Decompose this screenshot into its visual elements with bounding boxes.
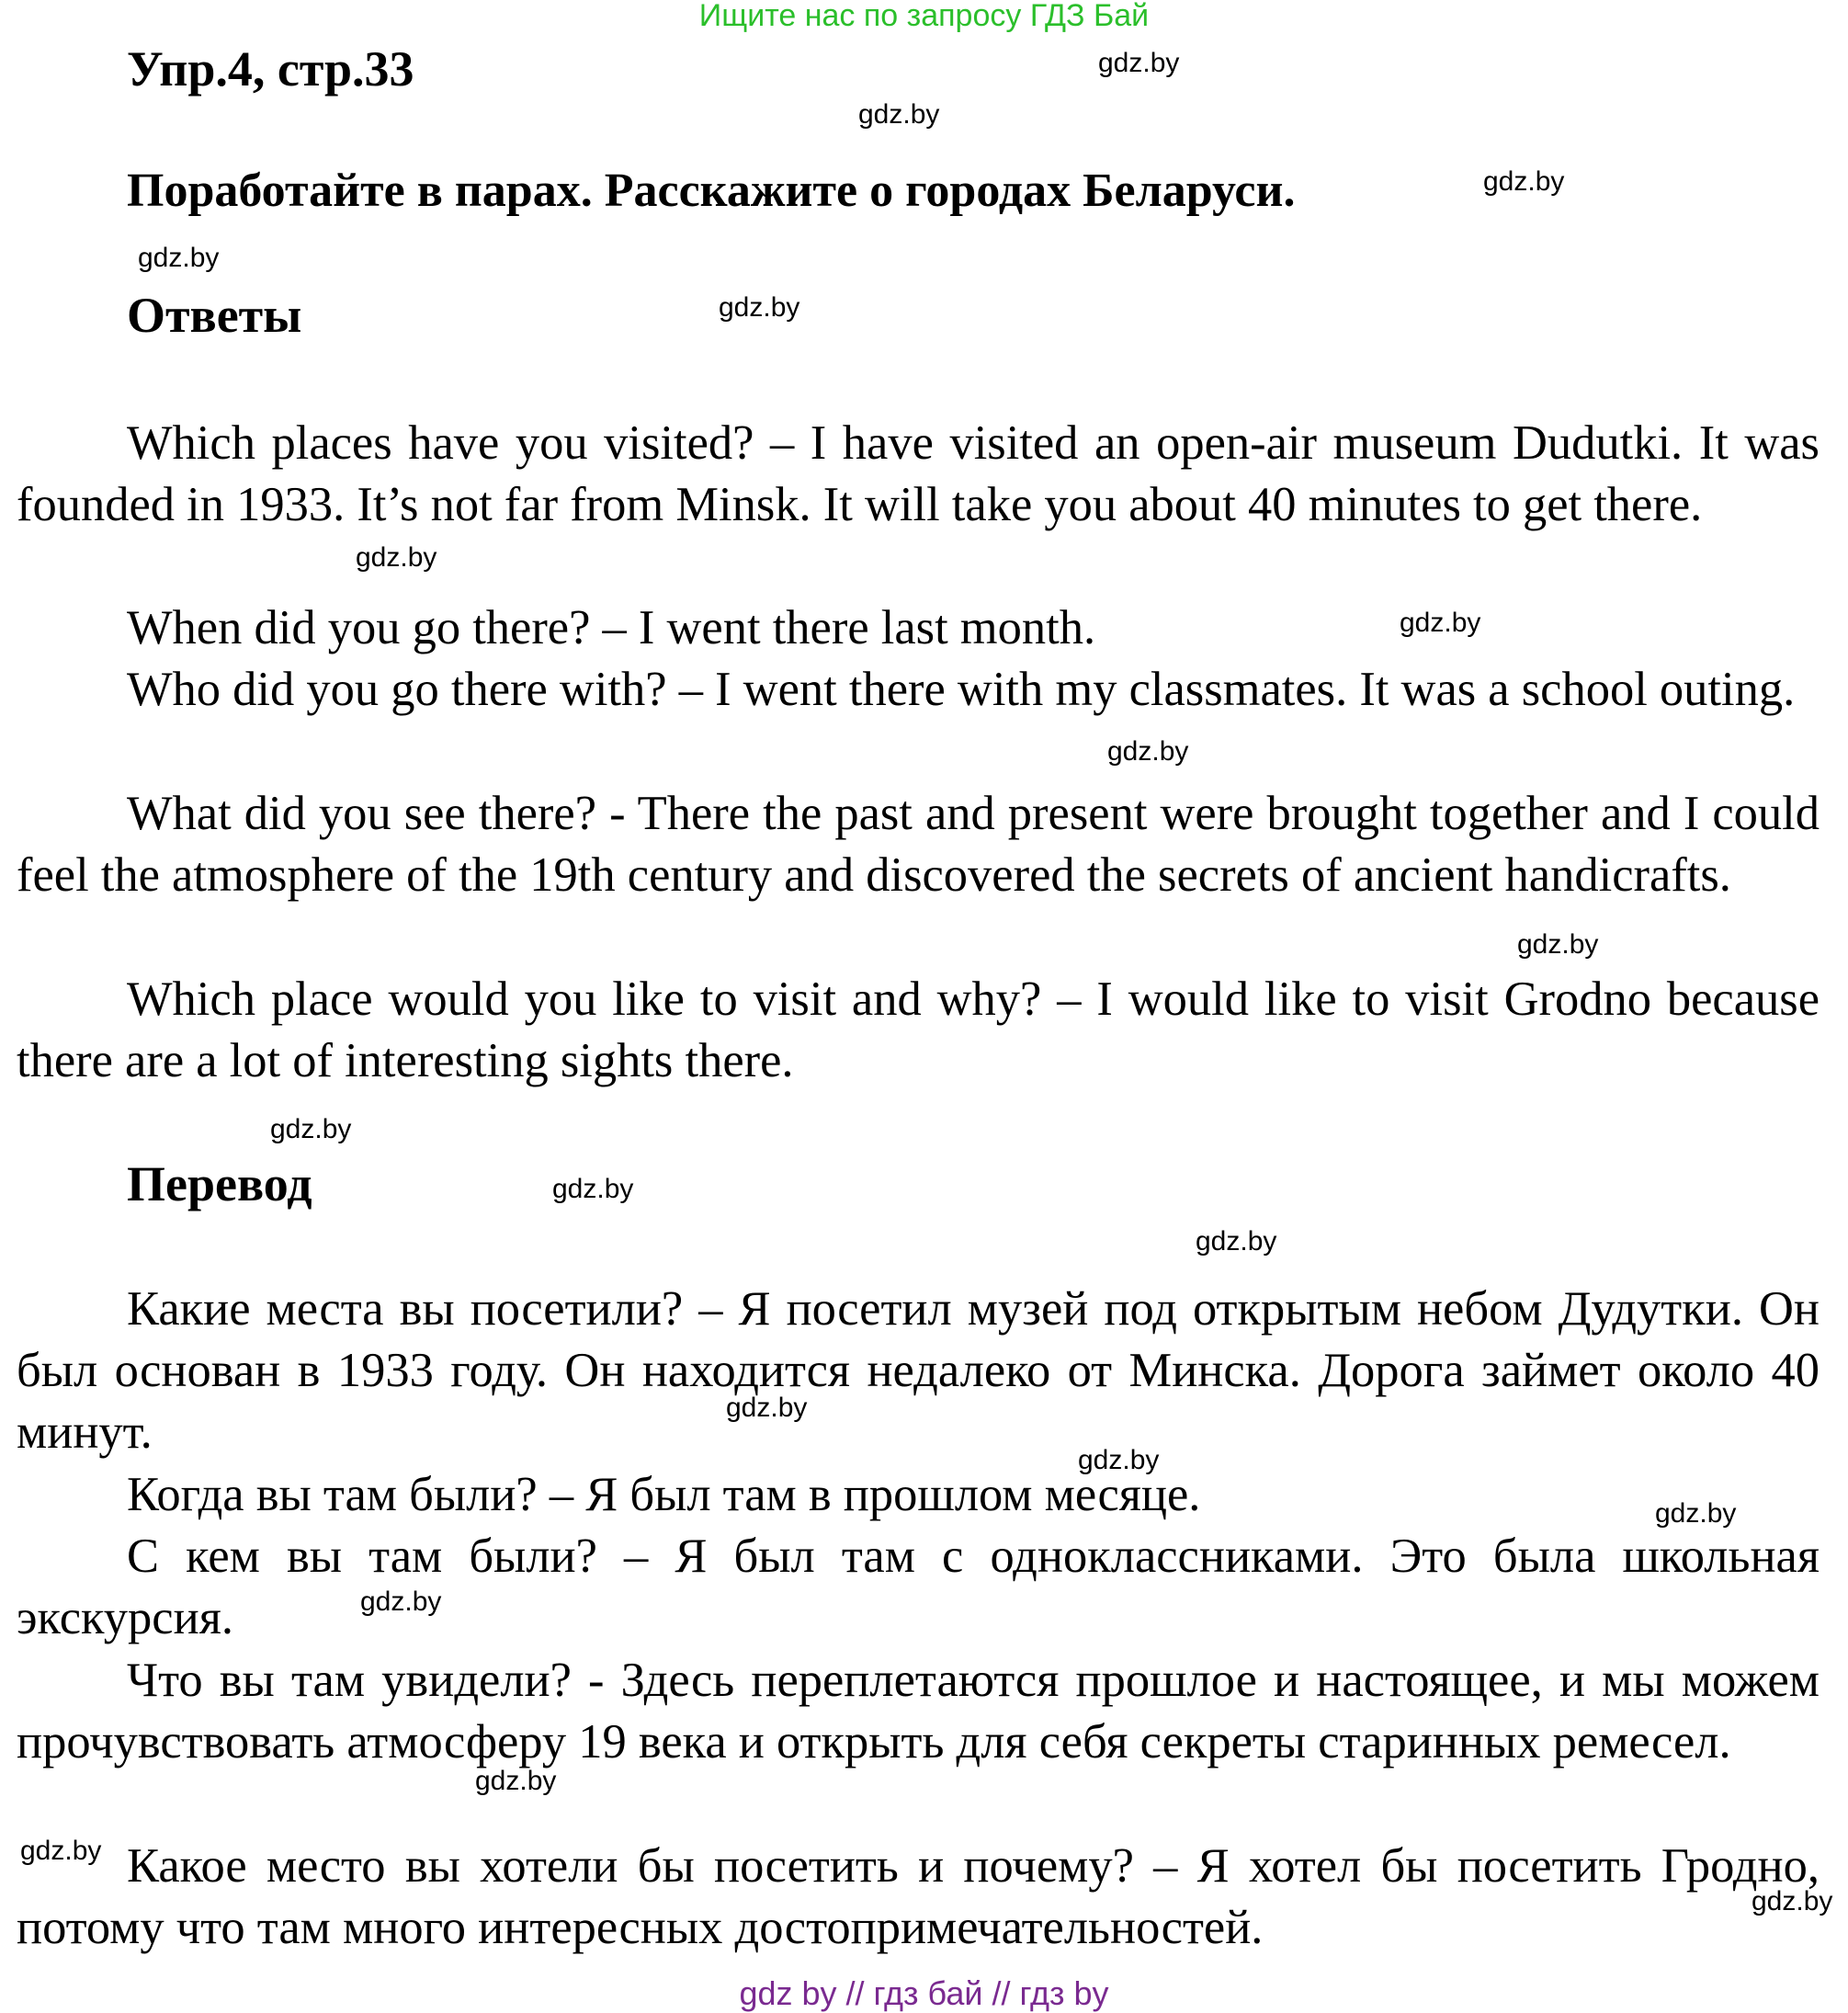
watermark: gdz.by xyxy=(1107,736,1189,767)
watermark: gdz.by xyxy=(552,1174,634,1204)
watermark: gdz.by xyxy=(1752,1886,1833,1916)
watermark: gdz.by xyxy=(270,1114,352,1144)
translation-paragraph: Что вы там увидели? - Здесь переплетаются прошлое и настоящее, и мы можем прочувствовать атмосферу 19 века и открыть для себя секреты старинных ремесел. xyxy=(17,1654,1820,1768)
translation-paragraph: Какое место вы хотели бы посетить и почему? – Я хотел бы посетить Гродно, потому что там много интересных достопримечательностей. xyxy=(17,1839,1820,1954)
answer-paragraph: What did you see there? - There the past and present were brought together and I could feel the atmosphere of the 19th century and discovered the secrets of ancient handicrafts. xyxy=(17,787,1820,902)
exercise-title: Упр.4, стр.33 xyxy=(127,41,414,97)
watermark: gdz.by xyxy=(1400,608,1481,638)
watermark: gdz.by xyxy=(1517,929,1599,960)
answer-paragraph: Who did you go there with? – I went there with my classmates. It was a school outing. xyxy=(127,663,1796,716)
watermark: gdz.by xyxy=(1655,1498,1737,1529)
watermark: gdz.by xyxy=(1483,166,1565,197)
watermark: gdz.by xyxy=(20,1836,102,1866)
translation-paragraph: Когда вы там были? – Я был там в прошлом месяце. xyxy=(127,1468,1201,1521)
watermark: gdz.by xyxy=(858,99,940,130)
watermark: gdz.by xyxy=(1098,48,1180,78)
translation-heading: Перевод xyxy=(127,1156,312,1211)
answer-paragraph: When did you go there? – I went there last month. xyxy=(127,601,1096,654)
top-banner: Ищите нас по запросу ГДЗ Бай xyxy=(698,0,1150,33)
watermark: gdz.by xyxy=(719,292,800,323)
translation-paragraph: С кем вы там были? – Я был там с одноклассниками. Это была школьная экскурсия. xyxy=(17,1530,1820,1644)
footer-links: gdz by // гдз бай // гдз by xyxy=(739,1974,1109,2012)
translation-paragraph: Какие места вы посетили? – Я посетил музей под открытым небом Дудутки. Он был основан в 1933 году. Он находится недалеко от Минска. Дорога займет около 40 минут. xyxy=(17,1282,1820,1459)
watermark: gdz.by xyxy=(726,1393,808,1423)
watermark: gdz.by xyxy=(1078,1445,1160,1475)
watermark: gdz.by xyxy=(1196,1226,1277,1257)
answers-heading: Ответы xyxy=(127,288,302,343)
watermark: gdz.by xyxy=(138,243,220,273)
answer-paragraph: Which place would you like to visit and why? – I would like to visit Grodno because there are a lot of interesting sights there. xyxy=(17,972,1820,1087)
watermark: gdz.by xyxy=(360,1587,442,1617)
answer-paragraph: Which places have you visited? – I have visited an open-air museum Dudutki. It was founded in 1933. It’s not far from Minsk. It will take you about 40 minutes to get there. xyxy=(17,416,1820,531)
watermark: gdz.by xyxy=(475,1766,557,1796)
watermark: gdz.by xyxy=(356,542,437,573)
task-text: Поработайте в парах. Расскажите о городах Беларуси. xyxy=(127,165,1296,217)
